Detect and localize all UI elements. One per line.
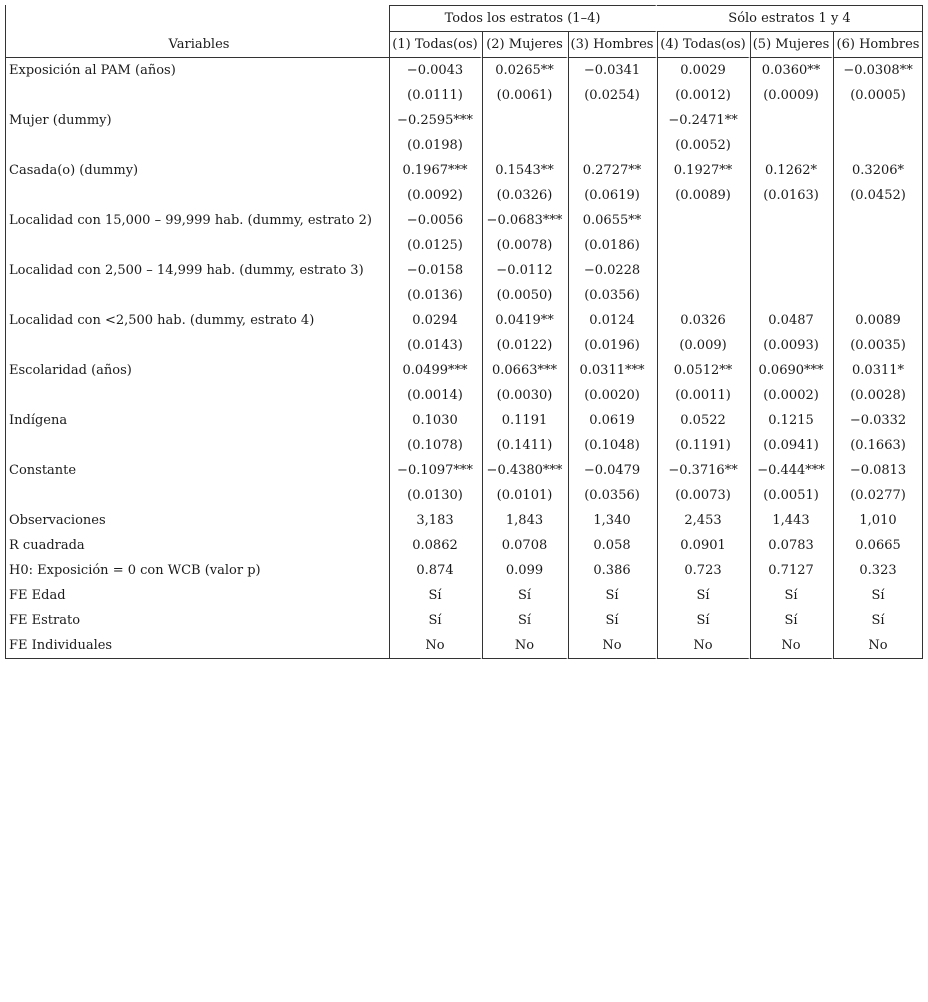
- table-cell: −0.0043: [389, 58, 482, 83]
- column-header-1: (1) Todas(os): [389, 32, 482, 58]
- table-cell: 0.0655**: [568, 208, 657, 233]
- table-row: [5, 383, 923, 408]
- table-cell: −0.1097***: [389, 458, 482, 483]
- table-cell: [750, 108, 833, 133]
- table-cell: [750, 283, 833, 308]
- table-cell: (0.0186): [568, 233, 657, 258]
- table-cell: −0.0683***: [482, 208, 568, 233]
- table-cell: [750, 233, 833, 258]
- group-header-strata-1-4: Sólo estratos 1 y 4: [657, 5, 923, 32]
- table-cell: 0.0522: [657, 408, 750, 433]
- table-cell: Sí: [833, 583, 923, 608]
- table-cell: [833, 233, 923, 258]
- table-cell: [657, 208, 750, 233]
- table-cell: 1,843: [482, 508, 568, 533]
- column-header-2: (2) Mujeres: [482, 32, 568, 58]
- table-cell: −0.0112: [482, 258, 568, 283]
- row-label: [5, 283, 389, 308]
- table-cell: (0.0111): [389, 83, 482, 108]
- table-cell: No: [657, 633, 750, 659]
- table-cell: 0.099: [482, 558, 568, 583]
- table-cell: (0.0009): [750, 83, 833, 108]
- table-cell: −0.0341: [568, 58, 657, 83]
- table-row: [5, 508, 923, 533]
- table-cell: Sí: [568, 583, 657, 608]
- row-label: R cuadrada: [5, 533, 389, 558]
- table-cell: Sí: [657, 583, 750, 608]
- row-label: [5, 233, 389, 258]
- table-row: [5, 308, 923, 333]
- table-cell: 0.0419**: [482, 308, 568, 333]
- table-cell: 0.0124: [568, 308, 657, 333]
- table-row: [5, 433, 923, 458]
- row-label: Localidad con 2,500 – 14,999 hab. (dummy, estrato 3): [5, 258, 389, 283]
- table-cell: Sí: [482, 583, 568, 608]
- table-cell: −0.0479: [568, 458, 657, 483]
- row-label: FE Estrato: [5, 608, 389, 633]
- table-cell: −0.0308**: [833, 58, 923, 83]
- table-cell: 0.1030: [389, 408, 482, 433]
- table-row: [5, 633, 923, 659]
- table-cell: 0.2727**: [568, 158, 657, 183]
- table-cell: [568, 108, 657, 133]
- table-cell: (0.0061): [482, 83, 568, 108]
- table-row: [5, 83, 923, 108]
- table-cell: (0.0143): [389, 333, 482, 358]
- table-cell: (0.0011): [657, 383, 750, 408]
- table-cell: 0.874: [389, 558, 482, 583]
- table-cell: 0.0901: [657, 533, 750, 558]
- table-cell: (0.1663): [833, 433, 923, 458]
- table-cell: −0.0158: [389, 258, 482, 283]
- table-cell: No: [833, 633, 923, 659]
- table-cell: [833, 208, 923, 233]
- row-label: [5, 83, 389, 108]
- row-label: [5, 433, 389, 458]
- table-cell: (0.0020): [568, 383, 657, 408]
- table-cell: 2,453: [657, 508, 750, 533]
- table-cell: Sí: [750, 608, 833, 633]
- table-cell: (0.0619): [568, 183, 657, 208]
- table-cell: 0.1543**: [482, 158, 568, 183]
- table-cell: 0.0487: [750, 308, 833, 333]
- row-label: Constante: [5, 458, 389, 483]
- row-label: Indígena: [5, 408, 389, 433]
- table-cell: [657, 258, 750, 283]
- table-cell: 0.323: [833, 558, 923, 583]
- table-cell: 1,340: [568, 508, 657, 533]
- table-cell: (0.0941): [750, 433, 833, 458]
- table-cell: 1,010: [833, 508, 923, 533]
- table-cell: (0.0196): [568, 333, 657, 358]
- table-cell: 0.1215: [750, 408, 833, 433]
- table-cell: Sí: [389, 583, 482, 608]
- table-cell: [482, 133, 568, 158]
- table-cell: Sí: [482, 608, 568, 633]
- row-label: H0: Exposición = 0 con WCB (valor p): [5, 558, 389, 583]
- table-row: [5, 208, 923, 233]
- table-cell: 0.723: [657, 558, 750, 583]
- table-cell: (0.0122): [482, 333, 568, 358]
- table-cell: 0.1262*: [750, 158, 833, 183]
- table-cell: −0.2471**: [657, 108, 750, 133]
- table-cell: (0.1078): [389, 433, 482, 458]
- table-cell: (0.0002): [750, 383, 833, 408]
- table-cell: (0.0130): [389, 483, 482, 508]
- table-cell: 0.0783: [750, 533, 833, 558]
- table-row: [5, 558, 923, 583]
- table-row: [5, 333, 923, 358]
- table-cell: (0.0093): [750, 333, 833, 358]
- table-row: [5, 483, 923, 508]
- table-cell: [750, 208, 833, 233]
- table-cell: [657, 283, 750, 308]
- table-cell: [833, 283, 923, 308]
- table-cell: (0.0356): [568, 283, 657, 308]
- row-label: Mujer (dummy): [5, 108, 389, 133]
- table-cell: −0.4380***: [482, 458, 568, 483]
- table-cell: (0.0452): [833, 183, 923, 208]
- table-row: [5, 408, 923, 433]
- row-label: Observaciones: [5, 508, 389, 533]
- table-cell: (0.0051): [750, 483, 833, 508]
- table-cell: No: [389, 633, 482, 659]
- row-label: Exposición al PAM (años): [5, 58, 389, 83]
- table-cell: (0.0198): [389, 133, 482, 158]
- row-label: Localidad con <2,500 hab. (dummy, estrato 4): [5, 308, 389, 333]
- table-cell: (0.0014): [389, 383, 482, 408]
- table-cell: 0.0311*: [833, 358, 923, 383]
- table-cell: [833, 108, 923, 133]
- header-group-row: [5, 5, 923, 32]
- table-row: [5, 58, 923, 83]
- group-header-all-strata: Todos los estratos (1–4): [389, 5, 657, 32]
- table-cell: (0.0073): [657, 483, 750, 508]
- table-cell: (0.1191): [657, 433, 750, 458]
- table-cell: No: [568, 633, 657, 659]
- header-blank: [5, 5, 389, 32]
- table-cell: (0.0005): [833, 83, 923, 108]
- table-cell: 1,443: [750, 508, 833, 533]
- table-cell: (0.0028): [833, 383, 923, 408]
- table-cell: (0.0101): [482, 483, 568, 508]
- table-cell: −0.0228: [568, 258, 657, 283]
- table-cell: (0.0089): [657, 183, 750, 208]
- table-cell: 3,183: [389, 508, 482, 533]
- table-cell: 0.386: [568, 558, 657, 583]
- table-row: [5, 358, 923, 383]
- row-label: [5, 183, 389, 208]
- table-row: [5, 458, 923, 483]
- table-row: [5, 233, 923, 258]
- table-row: [5, 158, 923, 183]
- row-label: Escolaridad (años): [5, 358, 389, 383]
- table-cell: Sí: [833, 608, 923, 633]
- table-cell: (0.0125): [389, 233, 482, 258]
- table-cell: (0.0277): [833, 483, 923, 508]
- table-cell: (0.0030): [482, 383, 568, 408]
- table-cell: 0.0029: [657, 58, 750, 83]
- table-cell: (0.0012): [657, 83, 750, 108]
- table-cell: No: [482, 633, 568, 659]
- regression-table: [5, 5, 923, 659]
- table-row: [5, 258, 923, 283]
- table-cell: 0.0326: [657, 308, 750, 333]
- table-row: [5, 283, 923, 308]
- table-cell: (0.0356): [568, 483, 657, 508]
- row-label: [5, 333, 389, 358]
- table-cell: [482, 108, 568, 133]
- table-cell: (0.0092): [389, 183, 482, 208]
- table-row: [5, 608, 923, 633]
- table-cell: (0.1411): [482, 433, 568, 458]
- table-row: [5, 583, 923, 608]
- header-columns-row: [5, 32, 923, 58]
- table-cell: 0.1927**: [657, 158, 750, 183]
- table-cell: [750, 258, 833, 283]
- table-row: [5, 133, 923, 158]
- table-cell: 0.0619: [568, 408, 657, 433]
- table-row: [5, 533, 923, 558]
- table-cell: [568, 133, 657, 158]
- row-label: Localidad con 15,000 – 99,999 hab. (dummy, estrato 2): [5, 208, 389, 233]
- table-cell: 0.0512**: [657, 358, 750, 383]
- table-cell: 0.0690***: [750, 358, 833, 383]
- table-cell: 0.1191: [482, 408, 568, 433]
- row-label: [5, 483, 389, 508]
- table-cell: (0.0163): [750, 183, 833, 208]
- table-cell: 0.0663***: [482, 358, 568, 383]
- table-cell: Sí: [389, 608, 482, 633]
- table-cell: 0.1967***: [389, 158, 482, 183]
- column-header-4: (4) Todas(os): [657, 32, 750, 58]
- table-cell: [750, 133, 833, 158]
- table-cell: 0.0311***: [568, 358, 657, 383]
- table-cell: (0.009): [657, 333, 750, 358]
- table-cell: 0.0089: [833, 308, 923, 333]
- table-cell: [657, 233, 750, 258]
- table-cell: (0.0136): [389, 283, 482, 308]
- row-label: FE Edad: [5, 583, 389, 608]
- table-cell: 0.0499***: [389, 358, 482, 383]
- row-label: [5, 133, 389, 158]
- table-cell: (0.0326): [482, 183, 568, 208]
- table-row: [5, 108, 923, 133]
- table-cell: (0.1048): [568, 433, 657, 458]
- table-cell: −0.2595***: [389, 108, 482, 133]
- variables-header: Variables: [5, 32, 389, 58]
- column-header-6: (6) Hombres: [833, 32, 923, 58]
- table-cell: Sí: [568, 608, 657, 633]
- table-cell: (0.0035): [833, 333, 923, 358]
- row-label: Casada(o) (dummy): [5, 158, 389, 183]
- table-cell: Sí: [657, 608, 750, 633]
- table-cell: 0.0294: [389, 308, 482, 333]
- table-cell: −0.0813: [833, 458, 923, 483]
- table-cell: −0.3716**: [657, 458, 750, 483]
- table-cell: (0.0078): [482, 233, 568, 258]
- column-header-5: (5) Mujeres: [750, 32, 833, 58]
- table-cell: 0.0862: [389, 533, 482, 558]
- table-cell: (0.0052): [657, 133, 750, 158]
- table-cell: [833, 258, 923, 283]
- table-cell: 0.0665: [833, 533, 923, 558]
- table-cell: 0.7127: [750, 558, 833, 583]
- table-cell: Sí: [750, 583, 833, 608]
- table-cell: No: [750, 633, 833, 659]
- row-label: [5, 383, 389, 408]
- table-cell: 0.0265**: [482, 58, 568, 83]
- table-cell: 0.3206*: [833, 158, 923, 183]
- table-cell: 0.058: [568, 533, 657, 558]
- row-label: FE Individuales: [5, 633, 389, 659]
- table-cell: −0.0332: [833, 408, 923, 433]
- table-cell: 0.0360**: [750, 58, 833, 83]
- table-cell: (0.0050): [482, 283, 568, 308]
- table-cell: −0.444***: [750, 458, 833, 483]
- table-row: [5, 183, 923, 208]
- table-cell: −0.0056: [389, 208, 482, 233]
- column-header-3: (3) Hombres: [568, 32, 657, 58]
- table-cell: [833, 133, 923, 158]
- table-cell: 0.0708: [482, 533, 568, 558]
- table-cell: (0.0254): [568, 83, 657, 108]
